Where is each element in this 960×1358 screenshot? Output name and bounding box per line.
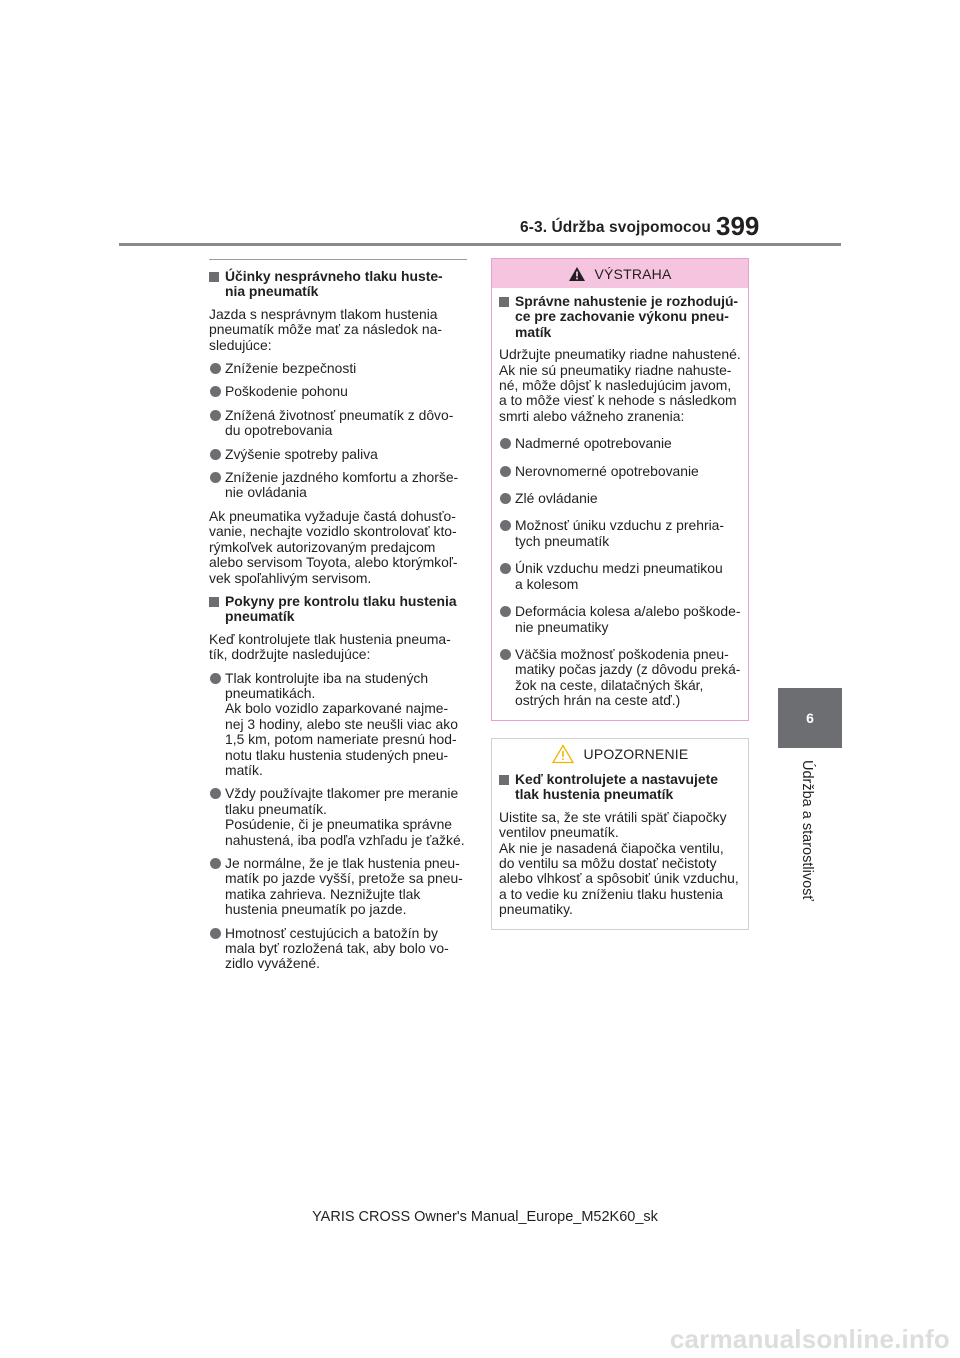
warning-header [492, 259, 748, 288]
paragraph [209, 307, 467, 353]
line: 1,5 km, potom nameriate presnú hod- [225, 731, 457, 748]
round-bullet-icon [500, 520, 511, 531]
notice-box [491, 738, 749, 930]
line: alebo vlhkosť a spôsobiť únik vzduchu, [499, 870, 739, 887]
line: Účinky nesprávneho tlaku huste- [225, 268, 443, 284]
line: matík po jazde vyšší, pretože sa pneu- [225, 870, 463, 887]
warning-body [492, 288, 748, 709]
line: a kolesom [515, 575, 579, 592]
line: smrti alebo vážneho zranenia: [499, 407, 685, 424]
round-bullet-icon [210, 386, 221, 397]
line: Nadmerné opotrebovanie [515, 435, 672, 452]
paragraph [209, 509, 467, 586]
warning-box [491, 258, 749, 721]
line: nie pneumatiky [515, 618, 609, 635]
list-item [209, 856, 467, 918]
line: Ak nie sú pneumatiky riadne nahuste- [499, 361, 732, 378]
line: do ventilu sa môžu dostať nečistoty [499, 855, 717, 872]
square-bullet-icon [499, 297, 509, 307]
notice-header [492, 739, 748, 769]
line: tlaku pneumatík. [225, 800, 327, 817]
round-bullet-icon [210, 449, 221, 460]
round-bullet-icon [210, 928, 221, 939]
round-bullet-icon [500, 438, 511, 449]
line: Znížená životnosť pneumatík z dôvo- [225, 406, 454, 423]
line: matík. [225, 761, 263, 778]
list-item [499, 604, 742, 635]
round-bullet-icon [210, 472, 221, 483]
line: a to môže viesť k nehode s následkom [499, 392, 737, 409]
line: Pokyny pre kontrolu tlaku hustenia [225, 592, 457, 609]
watermark: carmanualsonline.info [669, 1324, 950, 1354]
list-item [209, 408, 467, 439]
line: Únik vzduchu medzi pneumatikou [515, 560, 723, 577]
line: Zvýšenie spotreby paliva [225, 445, 378, 462]
chapter-tab-label: Údržba a starostlivosť [799, 760, 815, 901]
line: Jazda s nesprávnym tlakom hustenia [209, 305, 438, 322]
line: Posúdenie, či je pneumatika správne [225, 816, 453, 833]
line: pneumatík môže mať za následok na- [209, 321, 442, 338]
paragraph [499, 347, 742, 424]
warning-triangle-icon [568, 266, 586, 282]
line: matika zahrieva. Neznižujte tlak [225, 885, 421, 902]
line: Väčšia možnosť poškodenia pneu- [515, 645, 729, 662]
line: Keď kontrolujete tlak hustenia pneuma- [209, 630, 451, 647]
line: Správne nahustenie je rozhodujú- [515, 293, 739, 309]
line: nej 3 hodiny, alebo ste neušli viac ako [225, 715, 458, 732]
subsection-heading [209, 594, 467, 625]
line: rýmkoľvek autorizovaným predajcom [209, 538, 436, 555]
line: vek spoľahlivým servisom. [209, 569, 372, 586]
line: Je normálne, že je tlak hustenia pneu- [225, 855, 460, 871]
round-bullet-icon [500, 466, 511, 477]
line: nie ovládania [225, 484, 307, 501]
list-item [499, 436, 742, 451]
list-item [499, 647, 742, 709]
line: Keď kontrolujete a nastavujete [515, 771, 718, 787]
subsection-heading [499, 294, 742, 340]
page-number: 399 [716, 211, 760, 241]
round-bullet-icon [500, 649, 511, 660]
line: ce pre zachovanie výkonu pneu- [515, 308, 729, 325]
line: nahustená, iba podľa vzhľadu je ťažké. [225, 831, 465, 848]
line: pneumatík [225, 608, 295, 625]
section-title: 6-3. Údržba svojpomocou [520, 219, 711, 236]
round-bullet-icon [500, 493, 511, 504]
line: Zníženie jazdného komfortu a zhorše- [225, 469, 459, 486]
chapter-tab[interactable]: 6 [778, 688, 842, 748]
list-item [209, 447, 467, 462]
line: Zníženie bezpečnosti [225, 360, 357, 377]
square-bullet-icon [499, 775, 509, 785]
list-item [209, 361, 467, 376]
caution-triangle-icon [552, 744, 574, 764]
line: Poškodenie pohonu [225, 383, 348, 400]
line: Ak nie je nasadená čiapočka ventilu, [499, 839, 724, 856]
line: Udržujte pneumatiky riadne nahustené. [499, 346, 741, 363]
list-item [209, 926, 467, 972]
line: hustenia pneumatík po jazde. [225, 901, 407, 918]
round-bullet-icon [210, 673, 221, 684]
line: pneumatikách. [225, 684, 316, 701]
column-divider [209, 259, 467, 260]
line: Tlak kontrolujte iba na studených [225, 669, 429, 686]
list-item [499, 561, 742, 592]
header-divider [119, 243, 841, 246]
line: vanie, nechajte vozidlo skontrolovať kto- [209, 523, 457, 540]
square-bullet-icon [209, 272, 219, 282]
subsection-heading [209, 269, 467, 300]
line: ventilov pneumatík. [499, 824, 619, 841]
line: né, môže dôjsť k nasledujúcim javom, [499, 377, 732, 394]
list-item [209, 470, 467, 501]
line: zidlo vyvážené. [225, 955, 320, 972]
line: notu tlaku hustenia studených pneu- [225, 746, 449, 763]
line: Deformácia kolesa a/alebo poškode- [515, 603, 741, 620]
round-bullet-icon [210, 858, 221, 869]
line: Hmotnosť cestujúcich a batožín by [225, 924, 438, 941]
list-item [209, 671, 467, 779]
line: sledujúce: [209, 336, 272, 353]
subsection-heading [499, 772, 742, 803]
line: Ak pneumatika vyžaduje častá dohusťo- [209, 507, 456, 524]
left-column [209, 259, 467, 980]
line: ostrých hrán na ceste atď.) [515, 692, 681, 709]
line: mala byť rozložená tak, aby bolo vo- [225, 940, 449, 957]
page-footer: YARIS CROSS Owner's Manual_Europe_M52K60_sk [312, 1209, 658, 1225]
list-item [209, 786, 467, 848]
line: Nerovnomerné opotrebovanie [515, 462, 699, 479]
line: žok na ceste, dilatačných škár, [515, 676, 704, 693]
line: matík [515, 323, 552, 340]
paragraph [209, 632, 467, 663]
list-item [499, 464, 742, 479]
line: matiky počas jazdy (z dôvodu preká- [515, 661, 741, 678]
line: Vždy používajte tlakomer pre meranie [225, 785, 459, 802]
square-bullet-icon [209, 597, 219, 607]
round-bullet-icon [500, 563, 511, 574]
notice-title: UPOZORNENIE [583, 746, 689, 762]
paragraph [499, 810, 742, 918]
notice-body [492, 769, 748, 918]
line: du opotrebovania [225, 422, 333, 439]
list-item [499, 518, 742, 549]
line: Uistite sa, že ste vrátili späť čiapočky [499, 808, 727, 825]
warning-title: VÝSTRAHA [594, 265, 672, 282]
round-bullet-icon [210, 363, 221, 374]
line: tych pneumatík [515, 532, 610, 549]
list-item [209, 384, 467, 399]
round-bullet-icon [500, 606, 511, 617]
line: nia pneumatík [225, 283, 319, 300]
round-bullet-icon [210, 788, 221, 799]
line: tík, dodržujte nasledujúce: [209, 646, 371, 663]
line: Ak bolo vozidlo zaparkované najme- [225, 700, 449, 717]
round-bullet-icon [210, 410, 221, 421]
list-item [499, 491, 742, 506]
line: tlak hustenia pneumatík [515, 786, 674, 803]
line: pneumatiky. [499, 901, 573, 918]
line: a to vedie ku zníženiu tlaku hustenia [499, 885, 723, 902]
line: alebo servisom Toyota, alebo ktorýmkoľ- [209, 554, 458, 571]
line: Možnosť úniku vzduchu z prehria- [515, 517, 725, 534]
line: Zlé ovládanie [515, 490, 598, 507]
